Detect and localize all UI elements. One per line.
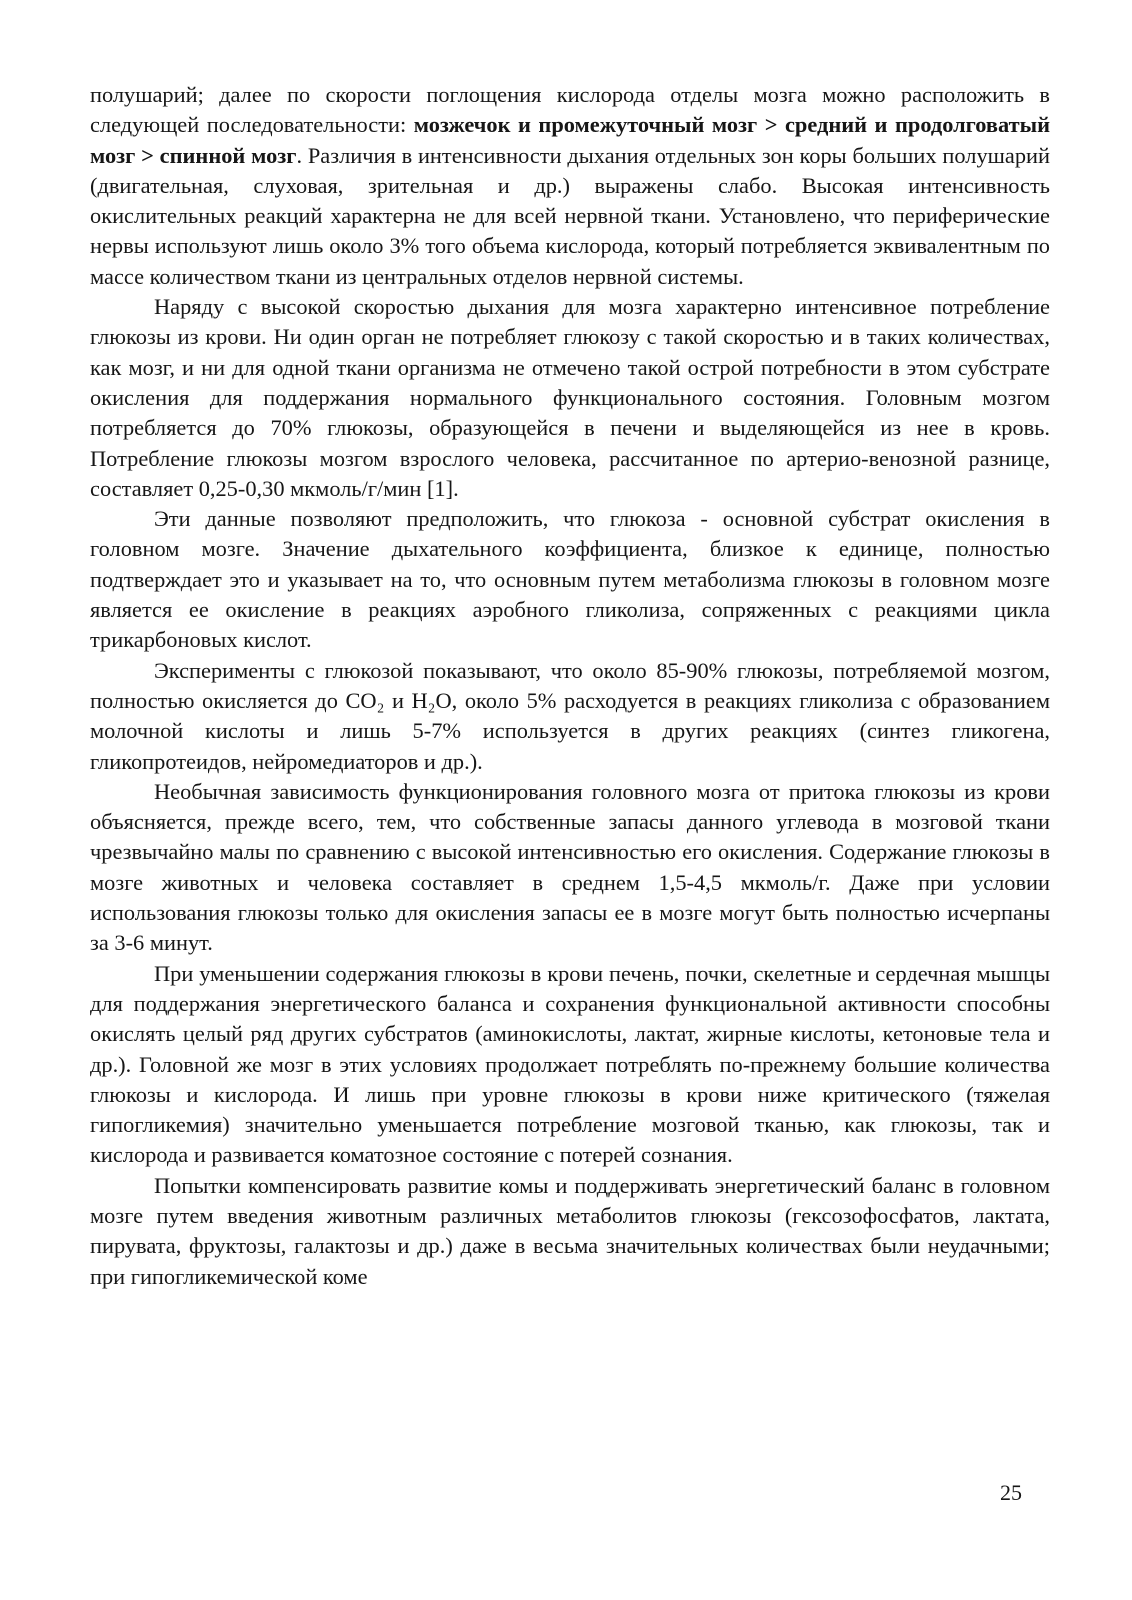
text-segment: При уменьшении содержания глюкозы в крови печень, почки, скелетные и сердечная мышцы для поддержания энергетического баланса и сохранения функциональной активности способны окислять целый ряд других субстратов (аминокислоты, лактат, жирные кислоты, кетоновые тела и др.). Головной же мозг в этих условиях продолжает потреблять по-прежнему большие количества глюкозы и кислорода. И лишь при уровне глюкозы в крови ниже критического (тяжелая гипогликемия) значительно уменьшается потребление мозговой тканью, как глюкозы, так и кислорода и развивается коматозное состояние с потерей сознания. (90, 960, 1050, 1168)
page-number: 25 (1000, 1480, 1022, 1505)
text-segment: Необычная зависимость функционирования головного мозга от притока глюкозы из крови объясняется, прежде всего, тем, что собственные запасы данного углевода в мозговой ткани чрезвычайно малы по сравнению с высокой интенсивностью его окисления. Содержание глюкозы в мозге животных и человека составляет в среднем 1,5-4,5 мкмоль/г. Даже при условии использования глюкозы только для окисления запасы ее в мозге могут быть полностью исчерпаны за 3-6 минут. (90, 778, 1050, 956)
paragraph-1 (90, 80, 1050, 292)
text-segment: Попытки компенсировать развитие комы и поддерживать энергетический баланс в головном мозге путем введения животным различных метаболитов глюкозы (гексозофосфатов, лактата, пирувата, фруктозы, галактозы и др.) даже в весьма значительных количествах были неудачными; при гипогликемической коме (90, 1172, 1050, 1289)
paragraph-6 (90, 959, 1050, 1171)
text-segment: . Различия в интенсивности дыхания отдельных зон коры больших полушарий (двигательная, слуховая, зрительная и др.) выражены слабо. Высокая интенсивность окислительных реакций характерна не для всей нервной ткани. Установлено, что периферические нервы используют лишь около 3% того объема кислорода, который потребляется эквивалентным по массе количеством ткани из центральных отделов нервной системы. (90, 142, 1050, 289)
paragraph-3 (90, 504, 1050, 655)
paragraph-2 (90, 292, 1050, 504)
text-segment: Эксперименты с глюкозой показывают, что около 85-90% глюкозы, потребляемой мозгом, полностью окисляется до CO₂ и H₂O, около 5% расходуется в реакциях гликолиза с образованием молочной кислоты и лишь 5-7% используется в других реакциях (синтез гликогена, гликопротеидов, нейромедиаторов и др.). (90, 657, 1050, 774)
body-text (90, 80, 1050, 1292)
paragraph-5 (90, 777, 1050, 959)
text-segment: Наряду с высокой скоростью дыхания для мозга характерно интенсивное потребление глюкозы из крови. Ни один орган не потребляет глюкозу с такой скоростью и в таких количествах, как мозг, и ни для одной ткани организма не отмечено такой острой потребности в этом субстрате окисления для поддержания нормального функционального состояния. Головным мозгом потребляется до 70% глюкозы, образующейся в печени и выделяющейся из нее в кровь. Потребление глюкозы мозгом взрослого человека, рассчитанное по артерио-венозной разнице, составляет 0,25-0,30 мкмоль/г/мин [1]. (90, 294, 1050, 501)
paragraph-4 (90, 656, 1050, 777)
paragraph-7 (90, 1171, 1050, 1292)
text-segment: Эти данные позволяют предположить, что глюкоза - основной субстрат окисления в головном мозге. Значение дыхательного коэффициента, близкое к единице, полностью подтверждает это и указывает на то, что основным путем метаболизма глюкозы в головном мозге является ее окисление в реакциях аэробного гликолиза, сопряженных с реакциями цикла трикарбоновых кислот. (90, 506, 1050, 653)
text-segment: полушарий; далее по скорости поглощения кислорода отделы мозга можно расположить в следующей последовательности: (90, 82, 1050, 138)
bold-text-segment: мозжечок и промежуточный мозг > средний и продолговатый мозг > спинной мозг (90, 112, 1050, 168)
